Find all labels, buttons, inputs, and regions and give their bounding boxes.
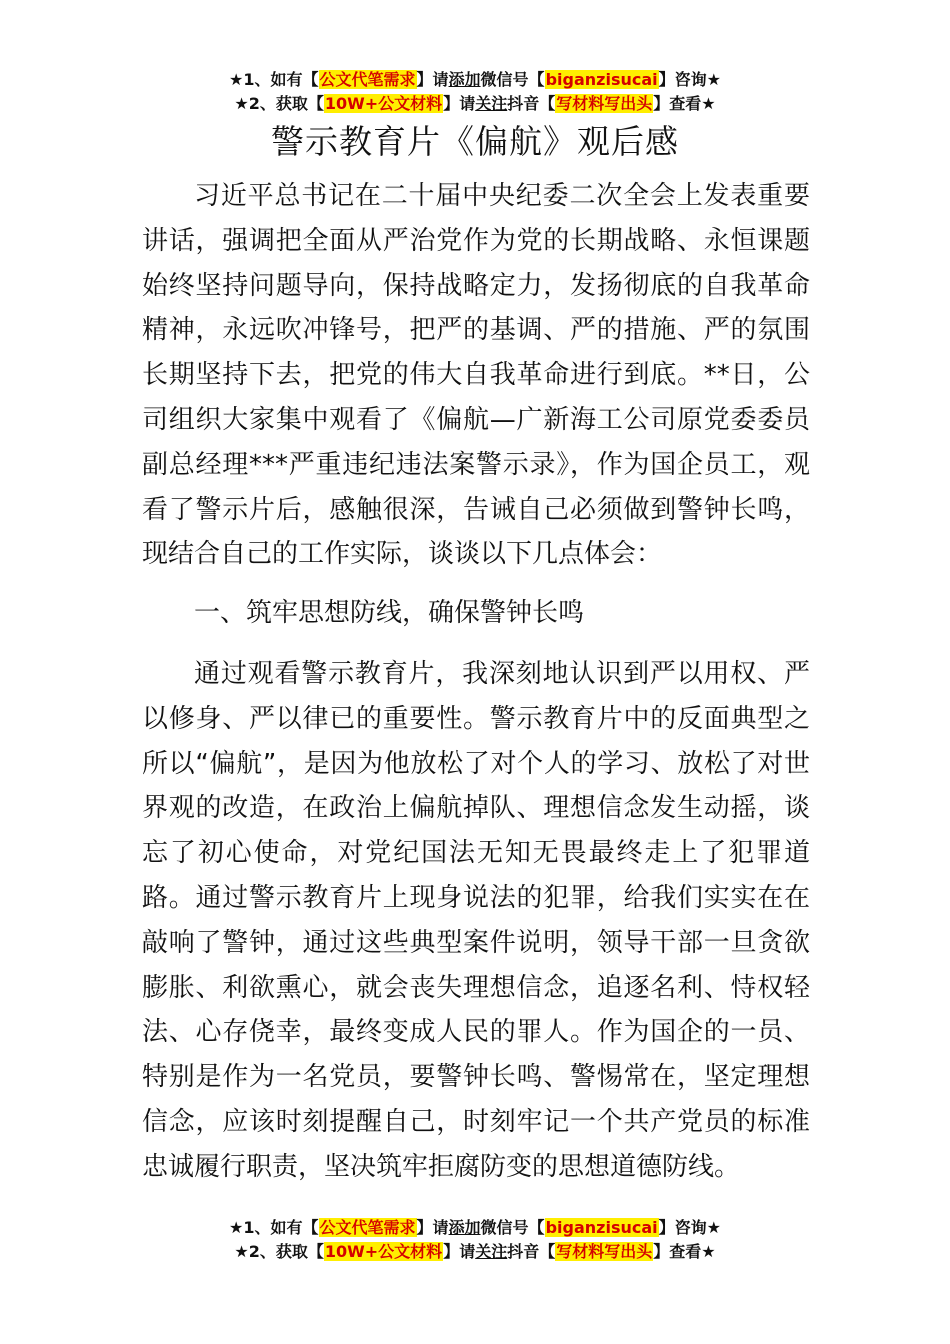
promo-text: ★1、如有【 xyxy=(229,1218,319,1237)
promo-text: 】请 xyxy=(416,1218,449,1237)
paragraph-section-1: 通过观看警示教育片，我深刻地认识到严以用权、严以修身、严以律已的重要性。警示教育片中的反面典型之所以“偏航”，是因为他放松了对个人的学习、放松了对世界观的改造，在政治上偏航掉队、理想信念发生动摇，谈忘了初心使命，对党纪国法无知无畏最终走上了犯罪道路。通过警示教育片上现身说法的犯罪，给我们实实在在敲响了警钟，通过这些典型案件说明，领导干部一旦贪欲膨胀、利欲熏心，就会丧失理想信念，追逐名利、恃权轻法、心存侥幸，最终变成人民的罪人。作为国企的一员、特别是作为一名党员，要警钟长鸣、警惕常在，坚定理想信念，应该时刻提醒自己，时刻牢记一个共产党员的标准忠诚履行职责，坚决筑牢拒腐防变的思想道德防线。 xyxy=(142,658,810,1182)
promo-underlined-text: 关注 xyxy=(475,1242,508,1261)
promo-text: 】请 xyxy=(443,94,476,113)
promo-highlight-wechat-id: biganzisucai xyxy=(545,70,658,89)
promo-line-1 xyxy=(0,68,950,92)
promo-text: ★2、获取【 xyxy=(234,1242,324,1261)
promo-text: 】咨询★ xyxy=(658,1218,721,1237)
promo-underlined-text: 添加 xyxy=(448,1218,481,1237)
promo-text: 抖音【 xyxy=(507,1242,556,1261)
promo-text: 微信号【 xyxy=(480,70,545,89)
promo-text: ★1、如有【 xyxy=(229,70,319,89)
section-heading-1: 一、筑牢思想防线，确保警钟长鸣 xyxy=(194,598,585,629)
promo-text: 抖音【 xyxy=(507,94,556,113)
promo-highlight-douyin-account: 写材料写出头 xyxy=(556,1242,653,1261)
promo-banner-top xyxy=(0,68,950,116)
promo-highlight-service: 公文代笔需求 xyxy=(319,70,416,89)
promo-text: ★2、获取【 xyxy=(234,94,324,113)
promo-text: 】查看★ xyxy=(653,94,716,113)
promo-line-2 xyxy=(0,92,950,116)
promo-highlight-materials: 10W+公文材料 xyxy=(324,94,443,113)
paragraph-intro: 习近平总书记在二十届中央纪委二次全会上发表重要讲话，强调把全面从严治党作为党的长期战略、永恒课题始终坚持问题导向，保持战略定力，发扬彻底的自我革命精神，永远吹冲锋号，把严的基调、严的措施、严的氛围长期坚持下去，把党的伟大自我革命进行到底。**日，公司组织大家集中观看了《偏航—广新海工公司原党委委员副总经理***严重违纪违法案警示录》，作为国企员工，观看了警示片后，感触很深，告诫自己必须做到警钟长鸣，现结合自己的工作实际，谈谈以下几点体会： xyxy=(142,181,810,570)
promo-highlight-douyin-account: 写材料写出头 xyxy=(556,94,653,113)
promo-line-1 xyxy=(0,1216,950,1240)
document-title: 警示教育片《偏航》观后感 xyxy=(271,122,679,161)
promo-banner-bottom xyxy=(0,1216,950,1264)
promo-text: 】查看★ xyxy=(653,1242,716,1261)
promo-line-2 xyxy=(0,1240,950,1264)
promo-highlight-materials: 10W+公文材料 xyxy=(324,1242,443,1261)
promo-text: 微信号【 xyxy=(480,1218,545,1237)
document-body xyxy=(142,174,810,1190)
promo-text: 】请 xyxy=(443,1242,476,1261)
promo-highlight-wechat-id: biganzisucai xyxy=(545,1218,658,1237)
promo-highlight-service: 公文代笔需求 xyxy=(319,1218,416,1237)
promo-text: 】咨询★ xyxy=(658,70,721,89)
promo-underlined-text: 关注 xyxy=(475,94,508,113)
promo-text: 】请 xyxy=(416,70,449,89)
promo-underlined-text: 添加 xyxy=(448,70,481,89)
